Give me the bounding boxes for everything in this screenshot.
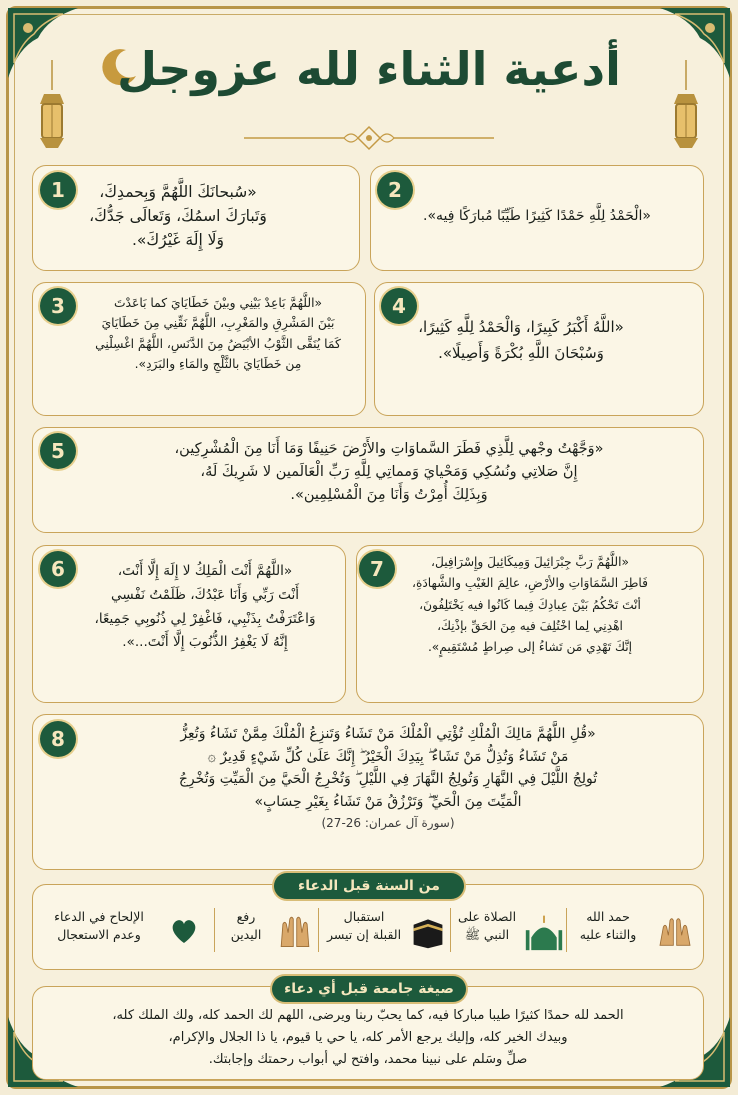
kaaba-icon <box>410 914 446 950</box>
dua-line: وَبِذَلِكَ أُمِرْتُ وَأَنَا مِنَ الْمُسْلِمِين». <box>290 487 488 504</box>
ornamental-divider-icon <box>244 125 494 151</box>
dua-line: «وَجَّهْتُ وجْهي لِلَّذِي فَطَرَ السَّماوَاتِ والأَرْضَ حَنِيفًا وَمَا أَنَا مِنَ الْمُشْرِكِين، <box>174 441 604 457</box>
dua-card-1 <box>32 165 360 271</box>
header <box>0 40 738 150</box>
sunnah-item-label: رفع اليدين <box>230 909 262 942</box>
dua-line: «اللَّهُمَّ أَنْتَ الْمَلِكُ لا إِلَهَ إِلَّا أَنْتَ، <box>117 563 293 579</box>
dua-line: وَلَا إِلَهَ غَيْرُكَ». <box>131 231 225 250</box>
dua-line: بَيْنَ المَشْرِقِ والمَغْرِبِ، اللَّهُمَّ نَقِّنِي مِنَ خَطَايَايَ <box>101 316 335 331</box>
dua-number-badge: 7 <box>359 551 395 587</box>
page-title: أدعية الثناء لله عزوجل <box>117 42 621 96</box>
dua-text <box>371 166 703 228</box>
dua-line: وَتَبارَكَ اسمُكَ، وَتَعالَى جَدُّكَ، <box>89 207 267 226</box>
dua-line: الْمَيِّتَ مِنَ الْحَيِّ ۖ وَتَرْزُقُ مَنْ تَشَاءُ بِغَيْرِ حِسَابٍ» <box>254 794 522 811</box>
sunnah-item-label: استقبال القبلة إن تيسر <box>326 909 402 942</box>
sunnah-item-praise <box>568 906 698 956</box>
mosque-dome-icon <box>524 912 564 952</box>
dua-line: وَسُبْحَانَ اللَّهِ بُكْرَةً وَأَصِيلًا». <box>438 343 604 362</box>
dua-number-badge: 5 <box>40 433 76 469</box>
quran-reference: (سورة آل عمران: 26-27) <box>321 815 455 830</box>
dua-line: فَاطِرَ السَّمَاوَاتِ والأرْضِ، عالِمَ الغَيْبِ والشَّهادَةِ، <box>412 576 648 591</box>
sunnah-item-qibla <box>320 906 450 956</box>
dua-line: أنْتَ تَحْكُمُ بَيْنَ عِبادِكَ فِيما كَانُوا فيه يَخْتَلِفُونَ، <box>419 597 641 612</box>
raising-hands-icon <box>276 912 314 950</box>
dua-line: كَمَا يُنَقَّى الثَّوْبُ الأبْيَضُ مِنَ الدَّنَسِ، اللَّهُمَّ اغْسِلْنِي <box>95 336 341 351</box>
divider <box>450 908 451 952</box>
dua-line: «اللَّهُمَّ بَاعِدْ بَيْنِي وبيْنَ خَطَايَايَ كما بَاعَدْتَ <box>113 296 323 310</box>
sunnah-item-label: الصلاة على النبي ﷺ <box>457 909 517 942</box>
dua-text <box>357 546 703 659</box>
dua-line: وَاعْتَرَفْتُ بِذَنْبِي، فَاغْفِرْ لِي ذُنُوبِي جَمِيعًا، <box>94 610 316 627</box>
dua-number-badge: 1 <box>40 172 76 208</box>
dua-card-4 <box>374 282 704 416</box>
dua-line: إنَّكَ تَهْدِي مَن تَشاءُ إلى صِراطٍ مُسْتَقِيمٍ». <box>427 640 633 655</box>
dua-line: اهْدِنِي لِما اخْتُلِفَ فيه مِنَ الحَقِّ بإذْنِكَ، <box>437 619 623 634</box>
heart-icon <box>168 916 200 946</box>
dua-line: تُولِجُ اللَّيْلَ فِي النَّهَارِ وَتُولِجُ النَّهَارَ فِي اللَّيْلِ ۖ وَتُخْرِجُ الْحَيَّ مِنَ الْمَيِّتِ وَتُخْرِجُ <box>178 771 598 788</box>
dua-card-8 <box>32 714 704 870</box>
sunnah-item-persistence <box>40 906 210 956</box>
dua-card-2 <box>370 165 704 271</box>
dua-text <box>33 546 345 655</box>
dua-line: إِنَّ صَلاتِي ونُسُكِي وَمَحْيايَ وَمماتِي لِلَّهِ رَبِّ الْعَالَمين لا شَرِيكَ لَهُ، <box>200 464 578 481</box>
dua-number-badge: 6 <box>40 551 76 587</box>
dua-line: «اللَّهُمَّ رَبَّ جِبْرَائِيلَ وَمِيكَائِيلَ وإِسْرَافِيلَ، <box>431 555 629 569</box>
dua-line: مِن خَطَايَايَ بالثَّلْجِ والمَاءِ والبَرَدِ». <box>134 356 302 371</box>
divider <box>566 908 567 952</box>
sunnah-item-raise-hands <box>220 906 316 956</box>
dua-line: «سُبحانَكَ اللَّهُمَّ وَبِحمدِكَ، <box>99 183 257 201</box>
dua-line: «الْحَمْدُ لِلَّهِ حَمْدًا كَثِيرًا طَيِّبًا مُبارَكًا فِيه». <box>423 208 651 224</box>
dua-line: مَنْ تَشَاءُ وَتُذِلُّ مَنْ تَشَاءُ ۖ بِيَدِكَ الْخَيْرُ ۖ إِنَّكَ عَلَىٰ كُلِّ شَيْءٍ قَدِيرٌ ۞ <box>207 748 569 765</box>
raised-hands-icon <box>652 912 698 952</box>
dua-line: «اللَّهُ أَكْبَرُ كَبِيرًا، وَالْحَمْدُ لِلَّهِ كَثِيرًا، <box>418 318 624 336</box>
dua-number-badge: 2 <box>377 172 413 208</box>
sunnah-heading: من السنة قبل الدعاء <box>274 873 464 899</box>
sunnah-item-label: حمد الله والثناء عليه <box>579 909 637 942</box>
dua-line: أَنْتَ رَبِّي وَأَنَا عَبْدُكَ، ظَلَمْتُ نَفْسِي <box>110 586 300 603</box>
dua-card-7 <box>356 545 704 703</box>
dua-number-badge: 8 <box>40 721 76 757</box>
dua-text <box>375 283 703 366</box>
divider <box>214 908 215 952</box>
dua-number-badge: 4 <box>381 288 417 324</box>
dua-text <box>33 428 703 508</box>
dua-text <box>33 283 365 374</box>
dua-card-6 <box>32 545 346 703</box>
closing-line: صلِّ وسَلم على نبينا محمد، وافتح لي أبواب رحمتك وإجابتك. <box>208 1052 528 1068</box>
dua-card-5 <box>32 427 704 533</box>
closing-line: الحمد لله حمدًا كثيرًا طيبا مباركا فيه، كما يحبّ ربنا ويرضى، اللهم لك الحمد كله، ولك الملك كله، <box>112 1008 624 1023</box>
dua-text <box>33 166 359 252</box>
sunnah-item-label: الإلحاح في الدعاء وعدم الاستعجال <box>54 909 144 942</box>
divider <box>318 908 319 952</box>
dua-line: إِنَّهُ لَا يَغْفِرُ الذُّنُوبَ إِلَّا أَنْتَ...». <box>122 634 288 651</box>
dua-line: «قُلِ اللَّهُمَّ مَالِكَ الْمُلْكِ تُؤْتِي الْمُلْكَ مَنْ تَشَاءُ وَتَنزِعُ الْمُلْكَ مِمَّنْ تَشَاءُ وَتُعِزُّ <box>180 726 596 742</box>
dua-text <box>33 715 703 833</box>
closing-line: وبيدك الخير كله، وإليك يرجع الأمر كله، يا حي يا قيوم، يا ذا الجلال والإكرام، <box>168 1030 568 1046</box>
dua-card-3 <box>32 282 366 416</box>
sunnah-item-salat <box>452 906 568 956</box>
closing-heading: صيغة جامعة قبل أي دعاء <box>272 976 466 1002</box>
dua-number-badge: 3 <box>40 288 76 324</box>
